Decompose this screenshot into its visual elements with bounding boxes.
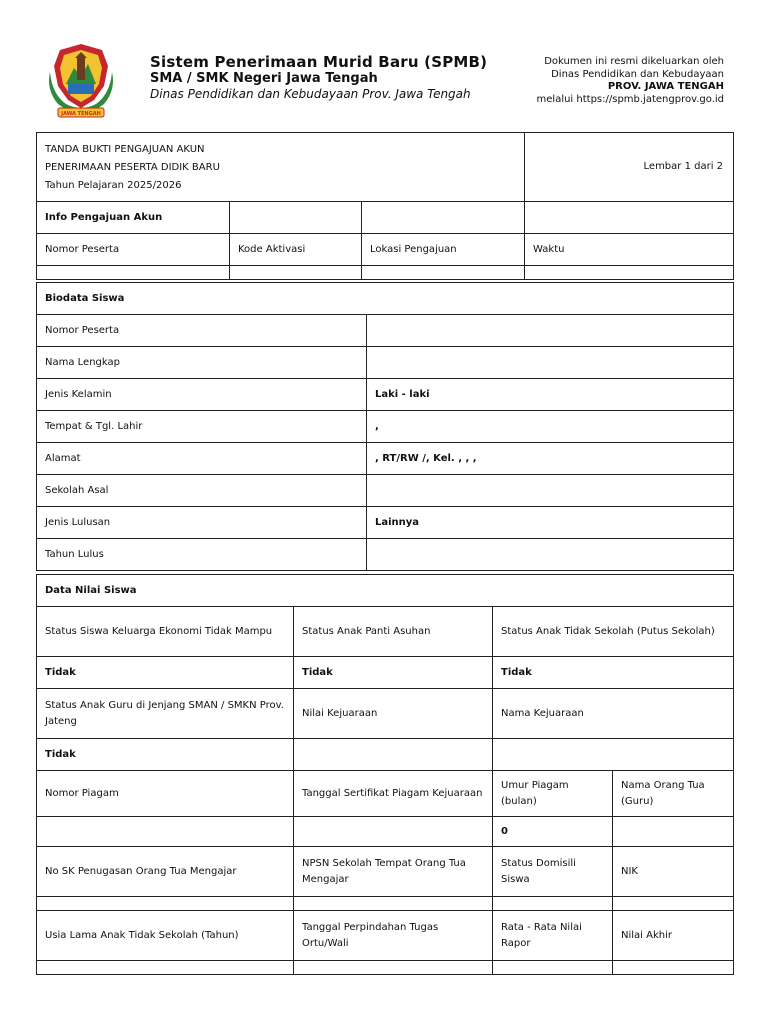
grades-value — [37, 817, 294, 847]
biodata-value: Lainnya — [367, 507, 734, 539]
grades-value: Tidak — [294, 657, 493, 689]
grades-value — [294, 897, 493, 911]
grades-value — [613, 817, 734, 847]
grades-header: Status Domisili Siswa — [493, 847, 613, 897]
grades-header: Nilai Akhir — [613, 911, 734, 961]
issuer-line-3: PROV. JAWA TENGAH — [607, 81, 724, 92]
grades-header: Nama Orang Tua (Guru) — [613, 771, 734, 817]
table-row — [37, 347, 734, 379]
grades-header: Umur Piagam (bulan) — [493, 771, 613, 817]
biodata-label: Sekolah Asal — [37, 475, 367, 507]
grades-value: 0 — [493, 817, 613, 847]
system-subtitle: SMA / SMK Negeri Jawa Tengah — [150, 71, 378, 86]
info-empty-cell — [230, 202, 362, 234]
grades-header: Status Anak Tidak Sekolah (Putus Sekolah) — [493, 607, 734, 657]
biodata-value: , RT/RW /, Kel. , , , — [367, 443, 734, 475]
table-row — [37, 739, 734, 771]
info-value-waktu — [525, 266, 734, 280]
issuer-line-1: Dokumen ini resmi dikeluarkan oleh — [544, 56, 724, 67]
info-value-lokasi — [362, 266, 525, 280]
table-row — [37, 817, 734, 847]
grades-header: No SK Penugasan Orang Tua Mengajar — [37, 847, 294, 897]
document-title-line-2: PENERIMAAN PESERTA DIDIK BARU — [45, 162, 220, 173]
biodata-label: Nama Lengkap — [37, 347, 367, 379]
grades-header: Nilai Kejuaraan — [294, 689, 493, 739]
grades-header: Tanggal Sertifikat Piagam Kejuaraan — [294, 771, 493, 817]
table-row — [37, 897, 734, 911]
grades-value — [294, 961, 493, 975]
grades-value — [493, 961, 613, 975]
grades-header: Tanggal Perpindahan Tugas Ortu/Wali — [294, 911, 493, 961]
biodata-value — [367, 539, 734, 571]
info-value-nomor-peserta — [37, 266, 230, 280]
table-row — [37, 379, 734, 411]
logo-text: JAWA TENGAH — [61, 111, 101, 117]
issuer-line-4: melalui https://spmb.jatengprov.go.id — [536, 93, 724, 105]
biodata-value: Laki - laki — [367, 379, 734, 411]
grades-value: Tidak — [37, 739, 294, 771]
grades-header: Status Anak Guru di Jenjang SMAN / SMKN Prov. Jateng — [37, 689, 294, 739]
grades-value — [37, 961, 294, 975]
grades-value — [294, 739, 493, 771]
biodata-label: Alamat — [37, 443, 367, 475]
grades-value: Tidak — [493, 657, 734, 689]
grades-value: Tidak — [37, 657, 294, 689]
document-title-line-1: TANDA BUKTI PENGAJUAN AKUN — [45, 144, 205, 155]
info-empty-cell — [525, 202, 734, 234]
info-section-title: Info Pengajuan Akun — [37, 202, 230, 234]
table-row — [37, 475, 734, 507]
issuer-note — [537, 56, 724, 106]
grades-header: Status Siswa Keluarga Ekonomi Tidak Mampu — [37, 607, 294, 657]
info-header-kode-aktivasi: Kode Aktivasi — [230, 234, 362, 266]
info-empty-cell — [362, 202, 525, 234]
info-header-lokasi: Lokasi Pengajuan — [362, 234, 525, 266]
jateng-emblem-icon — [44, 42, 118, 122]
document-title-cell — [37, 133, 525, 202]
grades-value — [613, 897, 734, 911]
system-title: Sistem Penerimaan Murid Baru (SPMB) — [150, 53, 488, 71]
grades-header: NPSN Sekolah Tempat Orang Tua Mengajar — [294, 847, 493, 897]
grades-header: Status Anak Panti Asuhan — [294, 607, 493, 657]
biodata-value — [367, 315, 734, 347]
table-row — [37, 911, 734, 961]
biodata-value — [367, 347, 734, 379]
grades-value — [37, 897, 294, 911]
grades-value — [613, 961, 734, 975]
table-row — [37, 607, 734, 657]
info-header-waktu: Waktu — [525, 234, 734, 266]
table-row — [37, 411, 734, 443]
grades-value — [493, 897, 613, 911]
biodata-label: Jenis Lulusan — [37, 507, 367, 539]
table-row — [37, 847, 734, 897]
issuer-line-2: Dinas Pendidikan dan Kebudayaan — [551, 68, 724, 80]
grades-value — [294, 817, 493, 847]
table-row — [37, 539, 734, 571]
biodata-label: Jenis Kelamin — [37, 379, 367, 411]
biodata-label: Nomor Peserta — [37, 315, 367, 347]
table-row — [37, 657, 734, 689]
biodata-label: Tempat & Tgl. Lahir — [37, 411, 367, 443]
grades-header: Nomor Piagam — [37, 771, 294, 817]
biodata-label: Tahun Lulus — [37, 539, 367, 571]
info-value-kode-aktivasi — [230, 266, 362, 280]
grades-table — [36, 574, 734, 975]
biodata-value — [367, 475, 734, 507]
table-row — [37, 507, 734, 539]
table-row — [37, 961, 734, 975]
agency-name: Dinas Pendidikan dan Kebudayaan Prov. Jawa Tengah — [150, 87, 471, 101]
academic-year: Tahun Pelajaran 2025/2026 — [45, 180, 182, 191]
info-header-nomor-peserta: Nomor Peserta — [37, 234, 230, 266]
biodata-value: , — [367, 411, 734, 443]
biodata-table — [36, 282, 734, 571]
table-row — [37, 771, 734, 817]
submission-info-table — [36, 132, 734, 280]
table-row — [37, 689, 734, 739]
biodata-section-title: Biodata Siswa — [37, 283, 734, 315]
grades-header: NIK — [613, 847, 734, 897]
page-indicator: Lembar 1 dari 2 — [525, 133, 734, 202]
table-row — [37, 443, 734, 475]
grades-header: Nama Kejuaraan — [493, 689, 734, 739]
grades-value — [493, 739, 734, 771]
table-row — [37, 315, 734, 347]
grades-header: Rata - Rata Nilai Rapor — [493, 911, 613, 961]
grades-header: Usia Lama Anak Tidak Sekolah (Tahun) — [37, 911, 294, 961]
grades-section-title: Data Nilai Siswa — [37, 575, 734, 607]
